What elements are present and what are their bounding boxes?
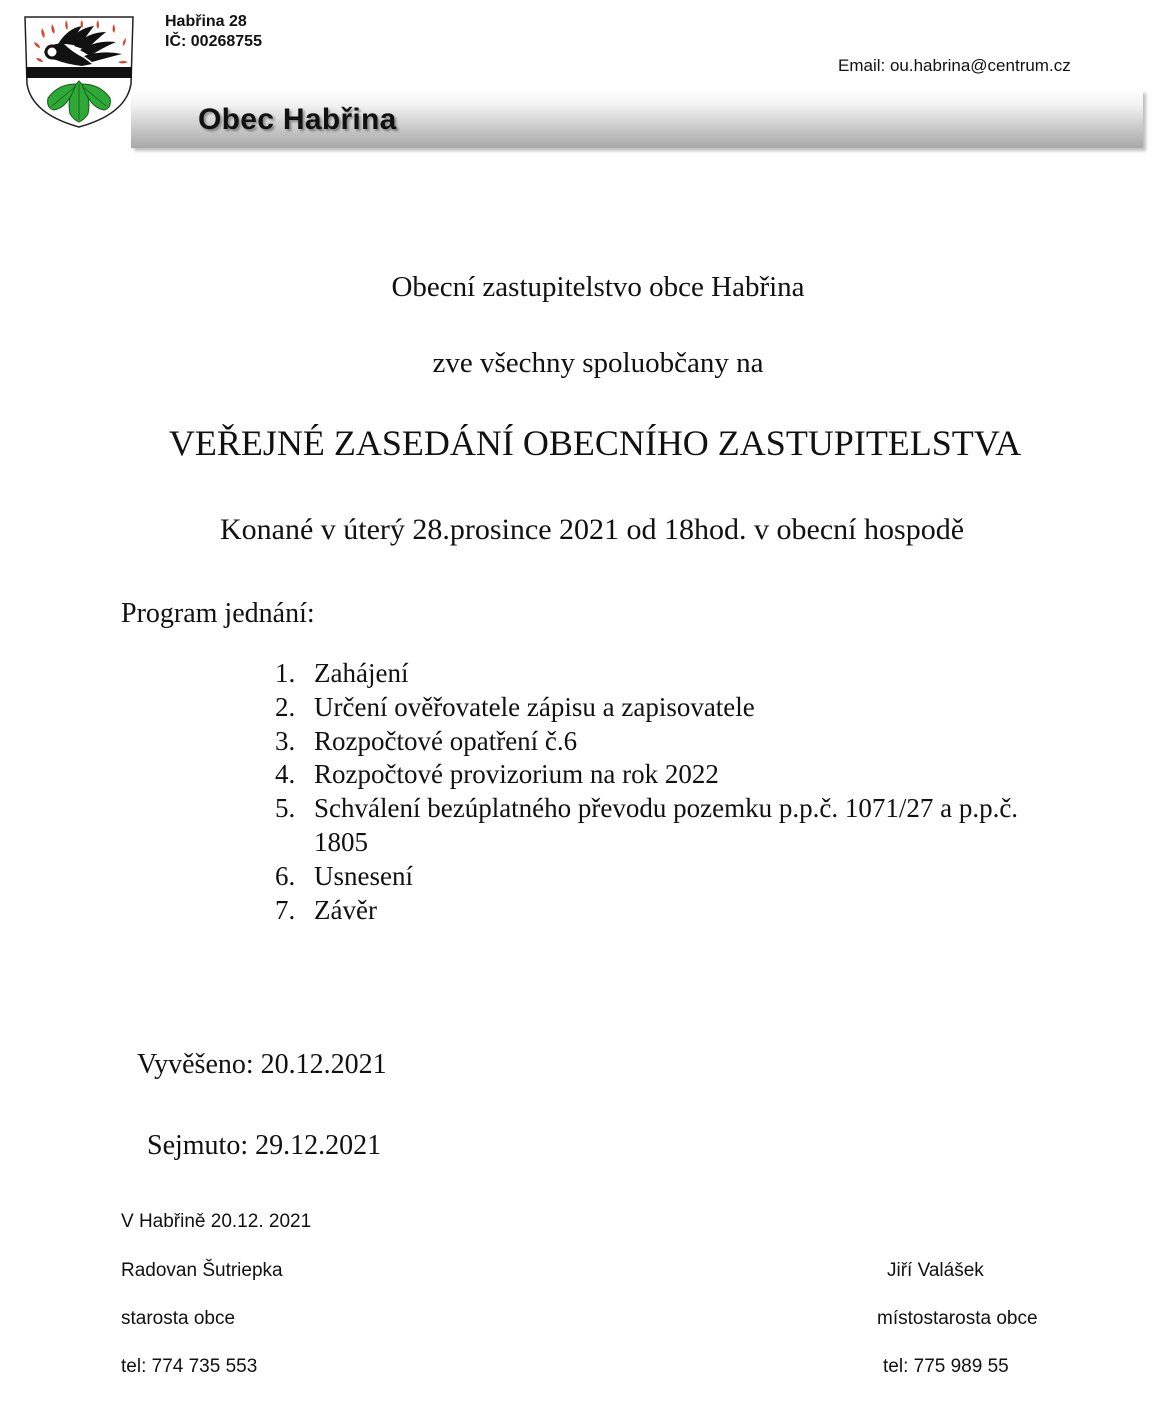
agenda-item-text: Závěr xyxy=(314,894,377,925)
address-line: Habřina 28 xyxy=(165,13,247,30)
agenda-item-text: Zahájení xyxy=(314,658,409,688)
agenda-item xyxy=(275,725,1035,759)
deputy-mayor-role: místostarosta obce xyxy=(877,1308,1038,1329)
program-heading: Program jednání: xyxy=(121,598,315,629)
agenda-item xyxy=(275,894,1035,928)
agenda-item-text: Rozpočtové opatření č.6 xyxy=(314,725,578,756)
agenda-list xyxy=(275,657,1035,927)
deputy-mayor-name: Jiří Valášek xyxy=(887,1260,984,1281)
invitation-line-invite: zve všechny spoluobčany na xyxy=(432,347,764,379)
coat-of-arms-icon xyxy=(22,14,136,130)
agenda-item-number: 1. xyxy=(275,658,296,688)
agenda-item-number: 7. xyxy=(275,894,296,925)
mayor-phone: tel: 774 735 553 xyxy=(121,1356,258,1377)
agenda-item-text: Schválení bezúplatného převodu pozemku p.p.č. 1071/27 a p.p.č. 1805 xyxy=(314,793,1019,857)
ic-line: IČ: 00268755 xyxy=(165,33,262,50)
agenda-item xyxy=(275,792,1035,860)
email-text: Email: ou.habrina@centrum.cz xyxy=(838,56,1071,75)
posted-date: Vyvěšeno: 20.12.2021 xyxy=(137,1049,387,1080)
banner-title: Obec Habřina xyxy=(198,103,397,136)
mayor-name: Radovan Šutriepka xyxy=(121,1260,283,1281)
deputy-mayor-phone: tel: 775 989 55 xyxy=(883,1356,1009,1377)
invitation-line-council: Obecní zastupitelstvo obce Habřina xyxy=(391,271,805,303)
agenda-item-text: Usnesení xyxy=(314,860,413,891)
agenda-item xyxy=(275,691,1035,725)
meeting-date-place: Konané v úterý 28.prosince 2021 od 18hod. v obecní hospodě xyxy=(219,513,965,546)
agenda-item xyxy=(275,860,1035,894)
agenda-item xyxy=(275,758,1035,792)
meeting-title: VEŘEJNÉ ZASEDÁNÍ OBECNÍHO ZASTUPITELSTVA xyxy=(168,423,1022,463)
mayor-role: starosta obce xyxy=(121,1308,236,1329)
agenda-item-number: 2. xyxy=(275,691,296,722)
agenda-item-number: 4. xyxy=(275,759,296,790)
agenda-item xyxy=(275,657,1035,691)
removed-date: Sejmuto: 29.12.2021 xyxy=(147,1130,382,1161)
agenda-item-number: 5. xyxy=(275,793,296,824)
header-banner xyxy=(131,90,1143,148)
agenda-item-number: 6. xyxy=(275,860,296,891)
place-date: V Habřině 20.12. 2021 xyxy=(121,1211,312,1232)
agenda-item-number: 3. xyxy=(275,725,296,756)
address-block xyxy=(165,12,262,52)
agenda-item-text: Určení ověřovatele zápisu a zapisovatele xyxy=(314,691,755,722)
agenda-item-text: Rozpočtové provizorium na rok 2022 xyxy=(314,759,719,790)
